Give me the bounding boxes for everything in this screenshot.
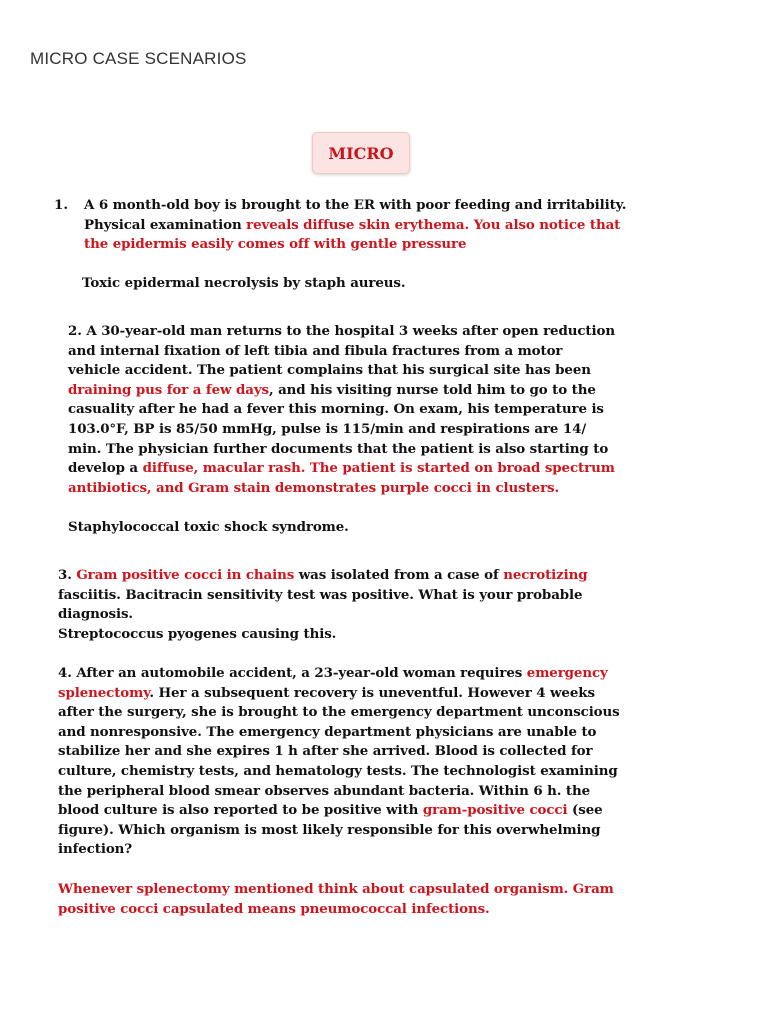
question-2-text: , and his visiting nurse told him to go to the — [268, 381, 596, 398]
question-4-text: blood culture is also reported to be positive with — [58, 802, 423, 819]
question-2-line-7: min. The physician further documents that the patient is also starting to — [68, 440, 609, 457]
question-4-highlight: emergency — [526, 665, 608, 681]
micro-section-badge — [312, 132, 410, 174]
question-3-highlight: necrotizing — [503, 567, 588, 583]
question-2-line-9: antibiotics, and Gram stain demonstrates purple cocci in clusters. — [68, 479, 560, 496]
question-4-line-5: stabilize her and she expires 1 h after she arrived. Blood is collected for — [58, 743, 593, 760]
question-4 — [58, 664, 748, 860]
question-2 — [68, 322, 738, 498]
question-2-line-6: 103.0°F, BP is 85/50 mmHg, pulse is 115/min and respirations are 14/ — [68, 420, 587, 437]
question-4-line-7: the peripheral blood smear observes abundant bacteria. Within 6 h. the — [58, 782, 591, 799]
question-3-line-2: fasciitis. Bacitracin sensitivity test was positive. What is your probable — [58, 586, 583, 603]
question-1-highlight: reveals diffuse skin erythema. You also notice that — [246, 216, 621, 233]
answer-1: Toxic epidermal necrolysis by staph aureus. — [82, 275, 406, 291]
question-4-highlight: splenectomy — [58, 684, 150, 701]
question-4-line-3: after the surgery, she is brought to the emergency department unconscious — [58, 704, 620, 721]
answer-4 — [58, 880, 748, 919]
question-2-highlight: diffuse, macular rash. The patient is started on broad spectrum — [142, 460, 615, 477]
answer-4-line-2: positive cocci capsulated means pneumococcal infections. — [58, 900, 490, 917]
answer-4-line-1: Whenever splenectomy mentioned think about capsulated organism. Gram — [58, 881, 614, 897]
question-3-text: 3. — [58, 567, 77, 583]
question-4-line-6: culture, chemistry tests, and hematology tests. The technologist examining — [58, 762, 618, 779]
answer-3: Streptococcus pyogenes causing this. — [58, 625, 337, 642]
question-2-line-2: and internal fixation of left tibia and fibula fractures from a motor — [68, 342, 563, 359]
answer-2: Staphylococcal toxic shock syndrome. — [68, 519, 349, 535]
question-3-line-3: diagnosis. — [58, 606, 133, 623]
page-title: MICRO CASE SCENARIOS — [30, 49, 247, 68]
question-4-text: . Her a subsequent recovery is uneventful. However 4 weeks — [149, 684, 595, 701]
question-4-text: 4. After an automobile accident, a 23-year-old woman requires — [58, 665, 527, 681]
micro-badge-label: MICRO — [328, 143, 394, 163]
question-1-line-1: A 6 month-old boy is brought to the ER with poor feeding and irritability. — [84, 197, 627, 213]
question-3-line-1 — [58, 566, 738, 586]
question-4-line-8 — [58, 801, 748, 821]
question-1 — [84, 196, 744, 255]
question-2-text: develop a — [68, 460, 143, 477]
question-3-highlight: Gram positive cocci in chains — [76, 567, 295, 583]
question-3 — [58, 566, 738, 644]
question-1-text: Physical examination — [84, 216, 247, 233]
question-2-line-8 — [68, 459, 738, 479]
question-4-highlight: gram-positive cocci — [422, 802, 568, 819]
question-1-line-2 — [84, 216, 744, 236]
question-2-line-1: 2. A 30-year-old man returns to the hospital 3 weeks after open reduction — [68, 323, 615, 339]
question-4-line-2 — [58, 684, 748, 704]
question-4-line-4: and nonresponsive. The emergency department physicians are unable to — [58, 723, 597, 740]
question-2-line-3: vehicle accident. The patient complains that his surgical site has been — [68, 362, 591, 379]
question-2-highlight: draining pus for a few days — [68, 381, 269, 398]
question-4-line-10: infection? — [58, 841, 133, 858]
question-3-text: was isolated from a case of — [294, 567, 504, 583]
question-4-line-9: figure). Which organism is most likely responsible for this overwhelming — [58, 821, 601, 838]
question-1-line-3: the epidermis easily comes off with gentle pressure — [84, 236, 467, 253]
question-2-line-4 — [68, 381, 738, 401]
question-2-line-5: casuality after he had a fever this morning. On exam, his temperature is — [68, 401, 604, 418]
question-4-line-1 — [58, 664, 748, 684]
question-4-text: (see — [567, 802, 603, 819]
question-1-number: 1. — [54, 197, 68, 213]
